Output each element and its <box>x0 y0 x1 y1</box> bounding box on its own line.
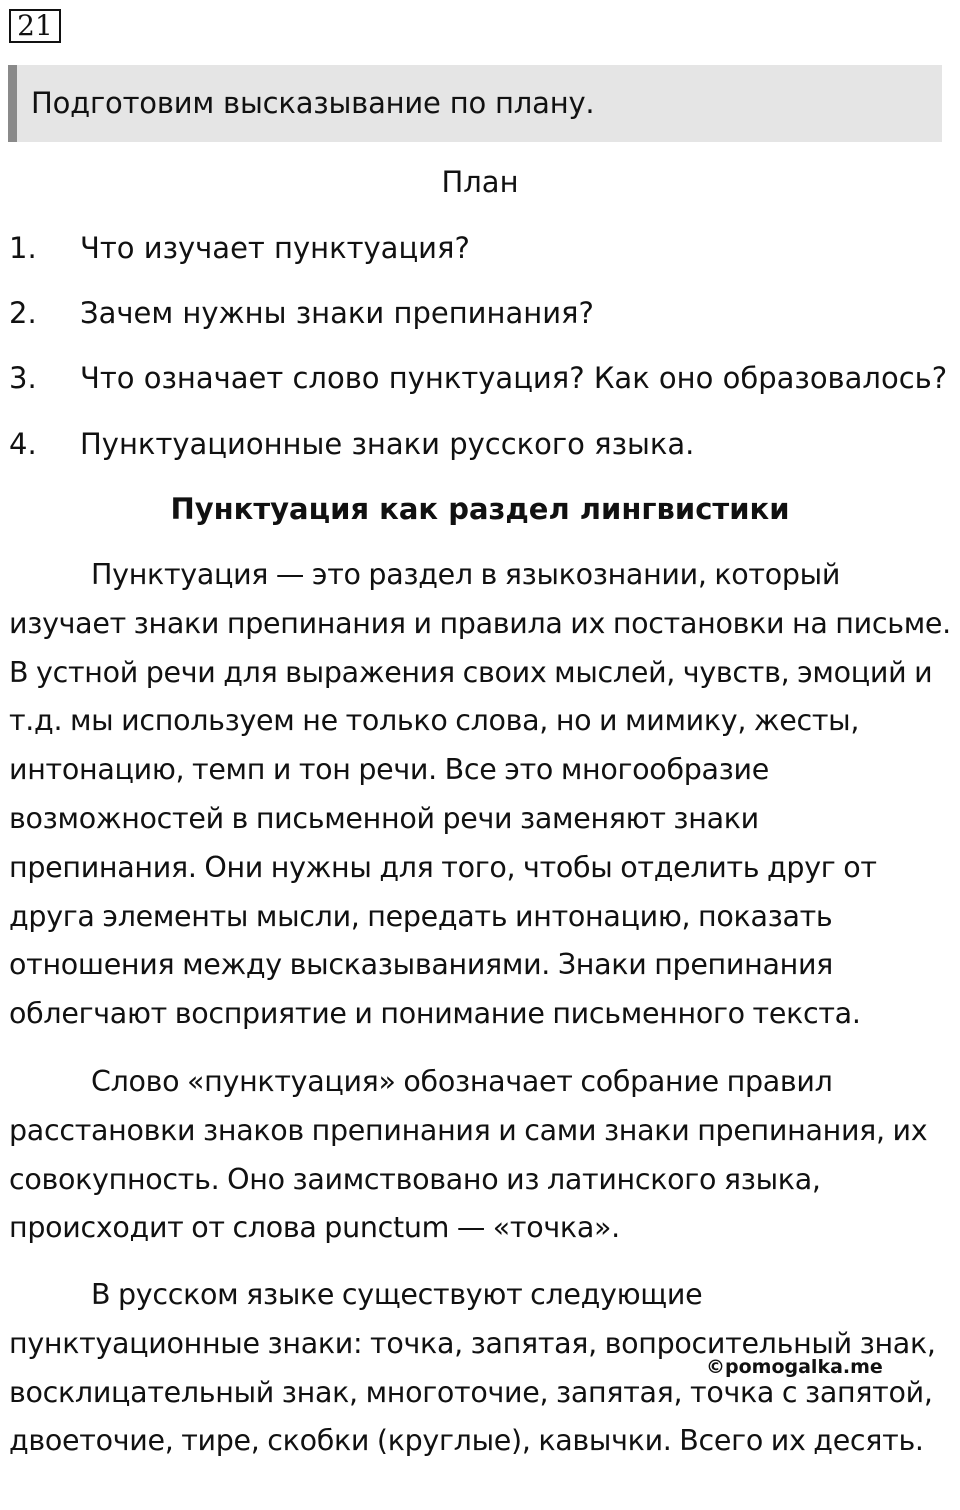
plan-item-1 <box>0 228 960 268</box>
plan-item-number: 3. <box>9 361 37 395</box>
plan-item-2 <box>0 293 960 333</box>
plan-item-text: Зачем нужны знаки препинания? <box>80 296 594 330</box>
plan-title: План <box>441 165 519 199</box>
essay-paragraph-2: Слово «пунктуация» обозначает собрание правил расстановки знаков препинания и сами знаки препинания, их совокупность. Оно заимствовано из латинского языка, происходит от слова punctum — «точка». <box>9 1065 928 1245</box>
essay-heading: Пунктуация как раздел лингвистики <box>170 492 790 526</box>
plan-item-4 <box>0 424 960 464</box>
plan-item-number: 4. <box>9 427 37 461</box>
plan-item-text: Что изучает пунктуация? <box>80 231 470 265</box>
plan-item-number: 2. <box>9 296 37 330</box>
plan-item-number: 1. <box>9 231 37 265</box>
watermark: ©pomogalka.me <box>706 1356 883 1378</box>
plan-item-text: Пунктуационные знаки русского языка. <box>80 427 695 461</box>
task-number-badge: 21 <box>9 9 61 43</box>
task-prompt-text: Подготовим высказывание по плану. <box>31 86 595 120</box>
plan-item-text: Что означает слово пунктуация? Как оно образовалось? <box>80 361 948 395</box>
plan-item-3 <box>0 358 960 398</box>
essay-paragraph-1: Пунктуация — это раздел в языкознании, который изучает знаки препинания и правила их постановки на письме. В устной речи для выражения своих мыслей, чувств, эмоций и т.д. мы используем не только слова, но и мимику, жесты, интонацию, темп и тон речи. Все это многообразие возможностей в письменной речи заменяют знаки препинания. Они нужны для того, чтобы отделить друг от друга элементы мысли, передать интонацию, показать отношения между высказываниями. Знаки препинания облегчают восприятие и понимание письменного текста. <box>9 558 951 1031</box>
essay-paragraph-3: В русском языке существуют следующие пунктуационные знаки: точка, запятая, вопросительный знак, восклицательный знак, многоточие, запятая, точка с запятой, двоеточие, тире, скобки (круглые), кавычки. Всего их десять. <box>9 1278 936 1458</box>
task-prompt-banner <box>8 65 942 142</box>
